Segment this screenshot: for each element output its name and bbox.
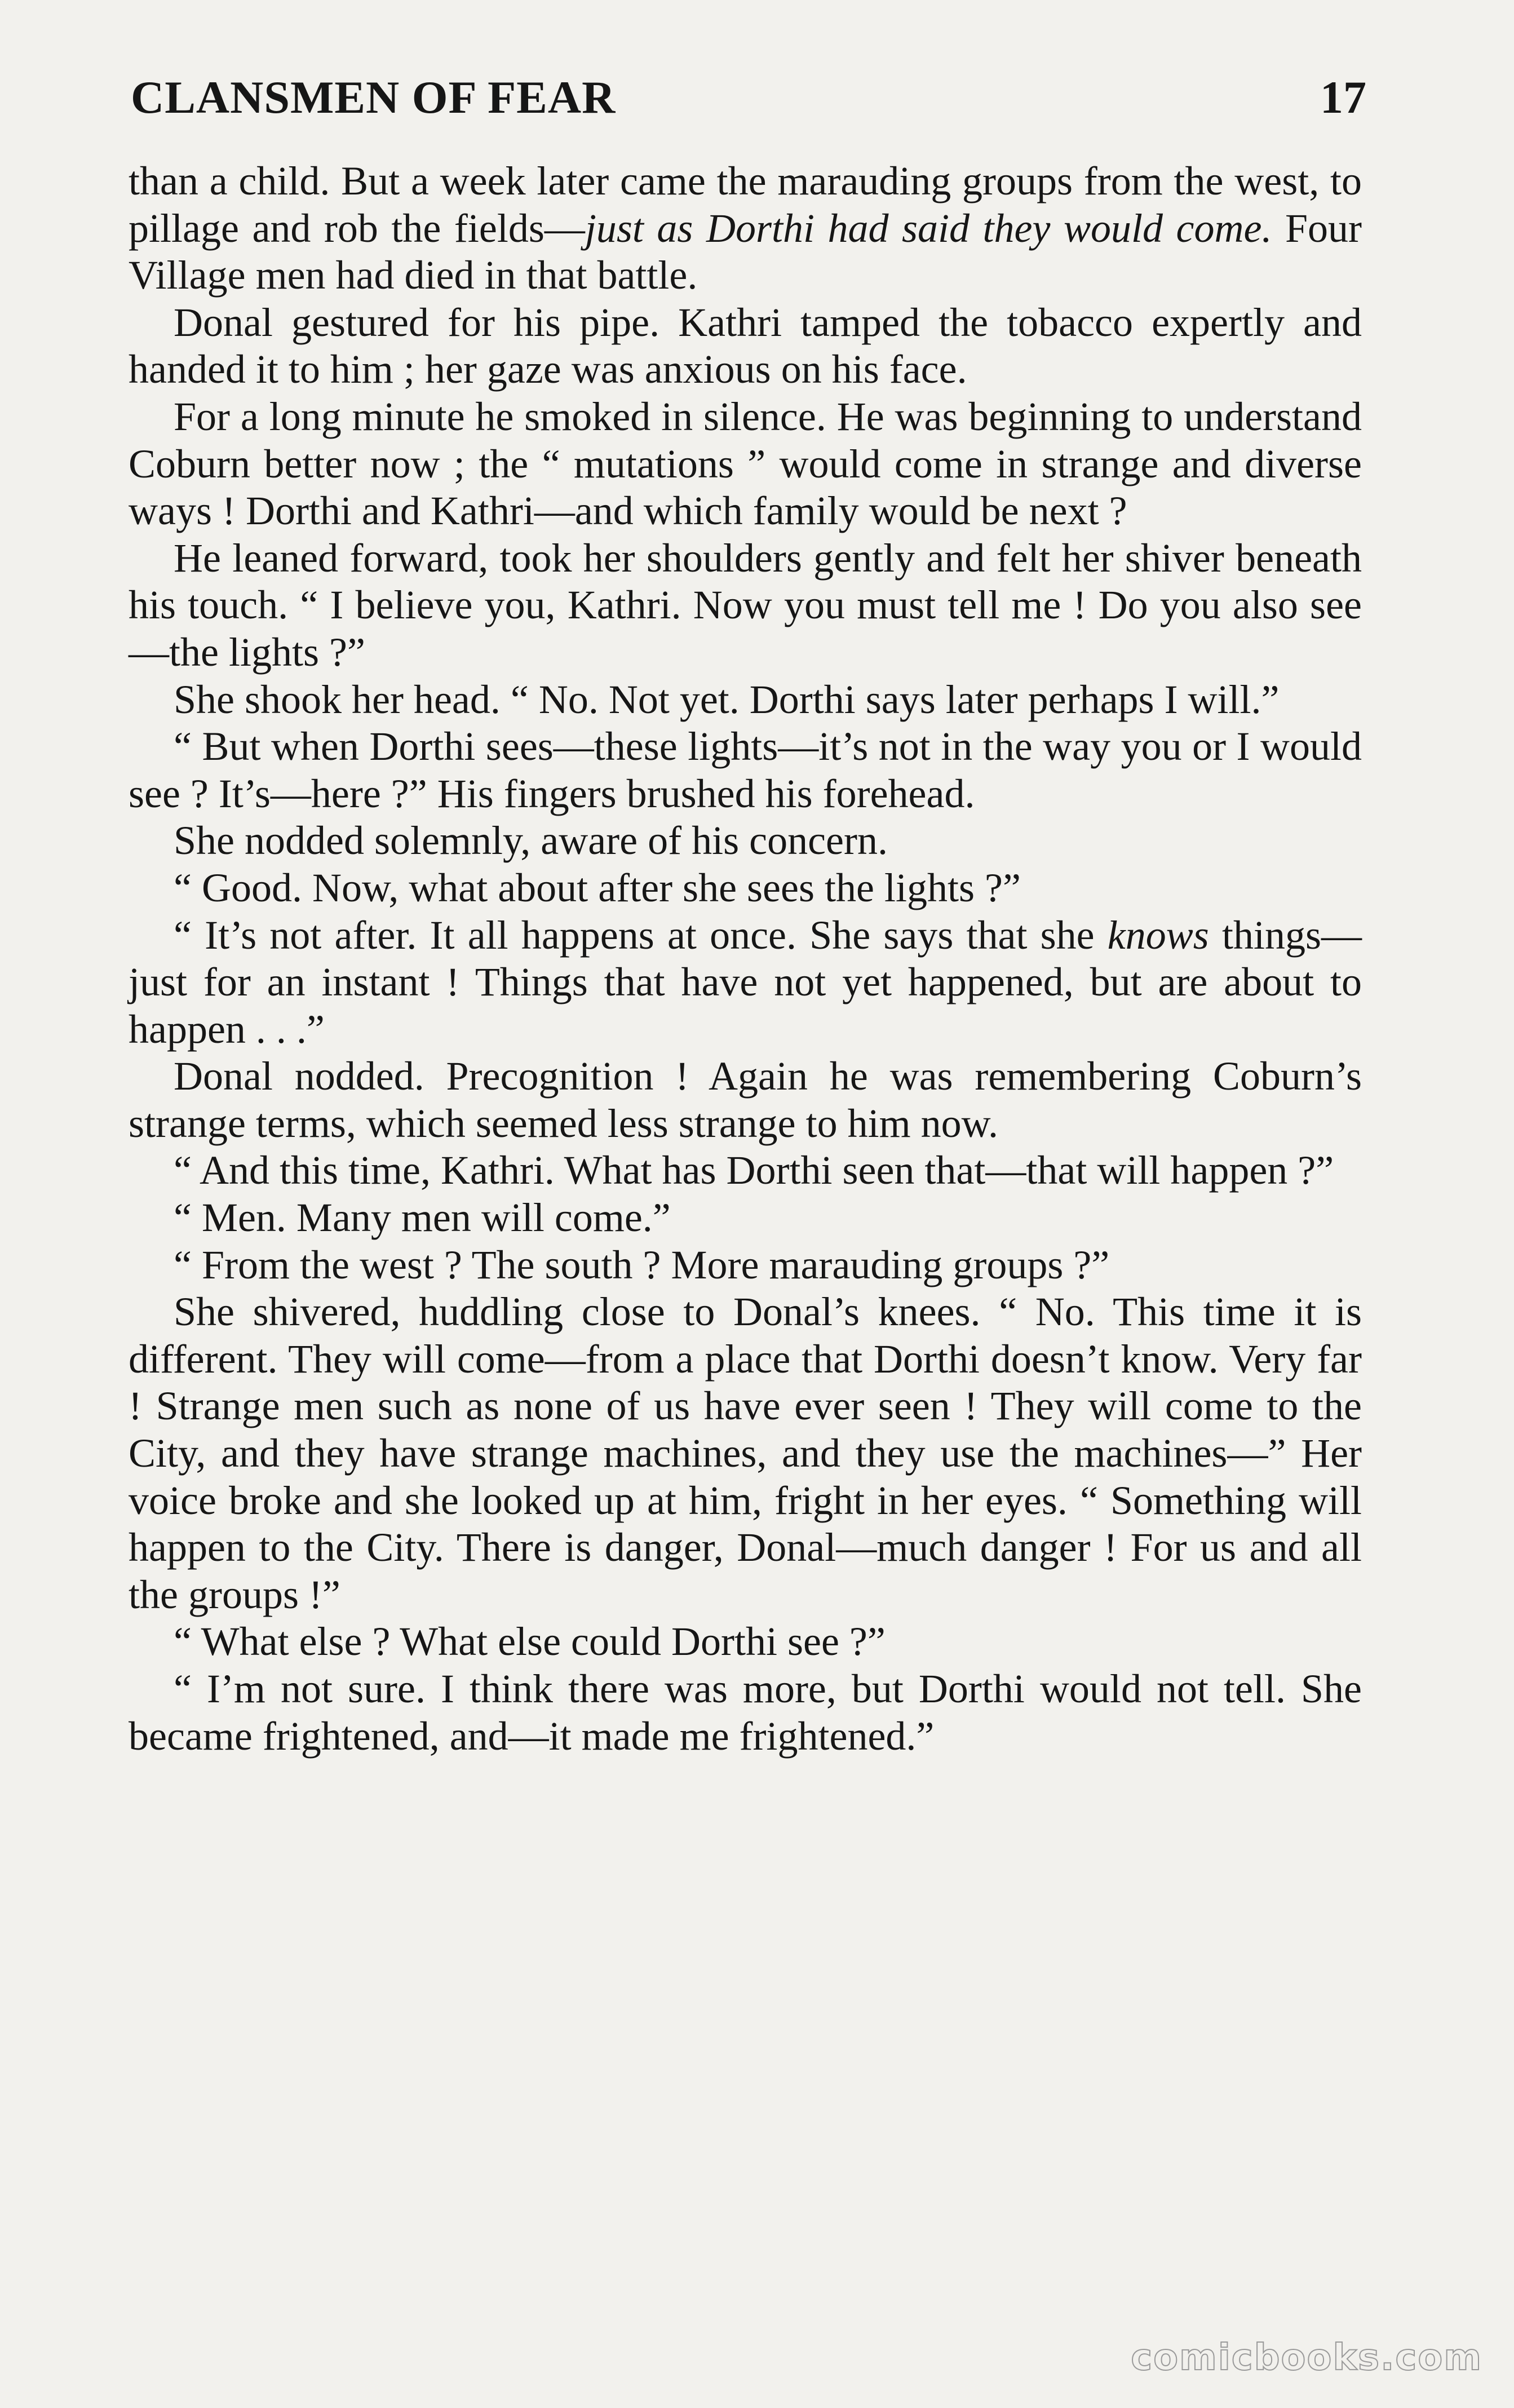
italic-text: knows	[1107, 912, 1209, 958]
text-run: “ And this time, Kathri. What has Dorthi seen that—that will happen ?”	[174, 1148, 1334, 1193]
paragraph	[129, 1666, 1362, 1760]
paragraph	[129, 1289, 1362, 1618]
paragraph	[129, 1147, 1362, 1194]
paragraph	[129, 393, 1362, 535]
paragraph	[129, 817, 1362, 865]
watermark-logo: comicbooks.com	[1131, 2337, 1482, 2379]
text-run: than a child. But a week later came the marauding groups from the west, to pillage and rob the fields—	[129, 158, 1362, 251]
text-run: “ It’s not after. It all happens at once. She says that she	[174, 912, 1108, 958]
text-run: For a long minute he smoked in silence. He was beginning to understand Coburn better now ; the “ mutations ” would come in strange and diverse ways ! Dorthi and Kathri—and which family would be next ?	[129, 393, 1362, 534]
paragraph	[129, 1618, 1362, 1666]
text-run: She shivered, huddling close to Donal’s knees. “ No. This time it is different. They will come—from a place that Dorthi doesn’t know. Very far ! Strange men such as none of us have ever seen ! They will come to the City, and they have strange machines, and they use the machines—” Her voice broke and she looked up at him, fright in her eyes. “ Something will happen to the City. There is danger, Donal—much danger ! For us and all the groups !”	[129, 1289, 1362, 1617]
paragraph	[129, 723, 1362, 817]
text-run: “ From the west ? The south ? More marauding groups ?”	[174, 1242, 1110, 1287]
paragraph	[129, 299, 1362, 393]
page-header	[131, 67, 1366, 129]
paragraph	[129, 1242, 1362, 1289]
paragraph	[129, 676, 1362, 724]
text-run: “ Men. Many men will come.”	[174, 1195, 671, 1241]
paragraph	[129, 1053, 1362, 1147]
paragraph	[129, 912, 1362, 1054]
text-run: Donal nodded. Precognition ! Again he was remembering Coburn’s strange terms, which seemed less strange to him now.	[129, 1054, 1362, 1146]
body-text	[129, 158, 1362, 1760]
text-run: She shook her head. “ No. Not yet. Dorthi says later perhaps I will.”	[174, 676, 1280, 722]
paragraph	[129, 158, 1362, 299]
text-run: things—just for an instant ! Things that have not yet happened, but are about to happen . . .”	[129, 912, 1362, 1052]
running-title: CLANSMEN OF FEAR	[131, 72, 616, 123]
text-run: “ What else ? What else could Dorthi see ?”	[174, 1619, 886, 1665]
text-run: Four Village men had died in that battle.	[129, 205, 1362, 298]
paragraph	[129, 1194, 1362, 1242]
text-run: “ But when Dorthi sees—these lights—it’s not in the way you or I would see ? It’s—here ?” His fingers brushed his forehead.	[129, 724, 1362, 816]
text-run: Donal gestured for his pipe. Kathri tamped the tobacco expertly and handed it to him ; her gaze was anxious on his face.	[129, 299, 1362, 392]
text-run: “ I’m not sure. I think there was more, but Dorthi would not tell. She became frightened, and—it made me frightened.”	[129, 1666, 1362, 1759]
text-run: He leaned forward, took her shoulders gently and felt her shiver beneath his touch. “ I believe you, Kathri. Now you must tell me ! Do you also see—the lights ?”	[129, 535, 1362, 675]
paragraph	[129, 865, 1362, 912]
text-run: She nodded solemnly, aware of his concern.	[174, 818, 888, 864]
paragraph	[129, 535, 1362, 676]
text-run: “ Good. Now, what about after she sees the lights ?”	[174, 865, 1021, 910]
page-number: 17	[1320, 72, 1366, 123]
italic-text: just as Dorthi had said they would come.	[585, 205, 1272, 251]
